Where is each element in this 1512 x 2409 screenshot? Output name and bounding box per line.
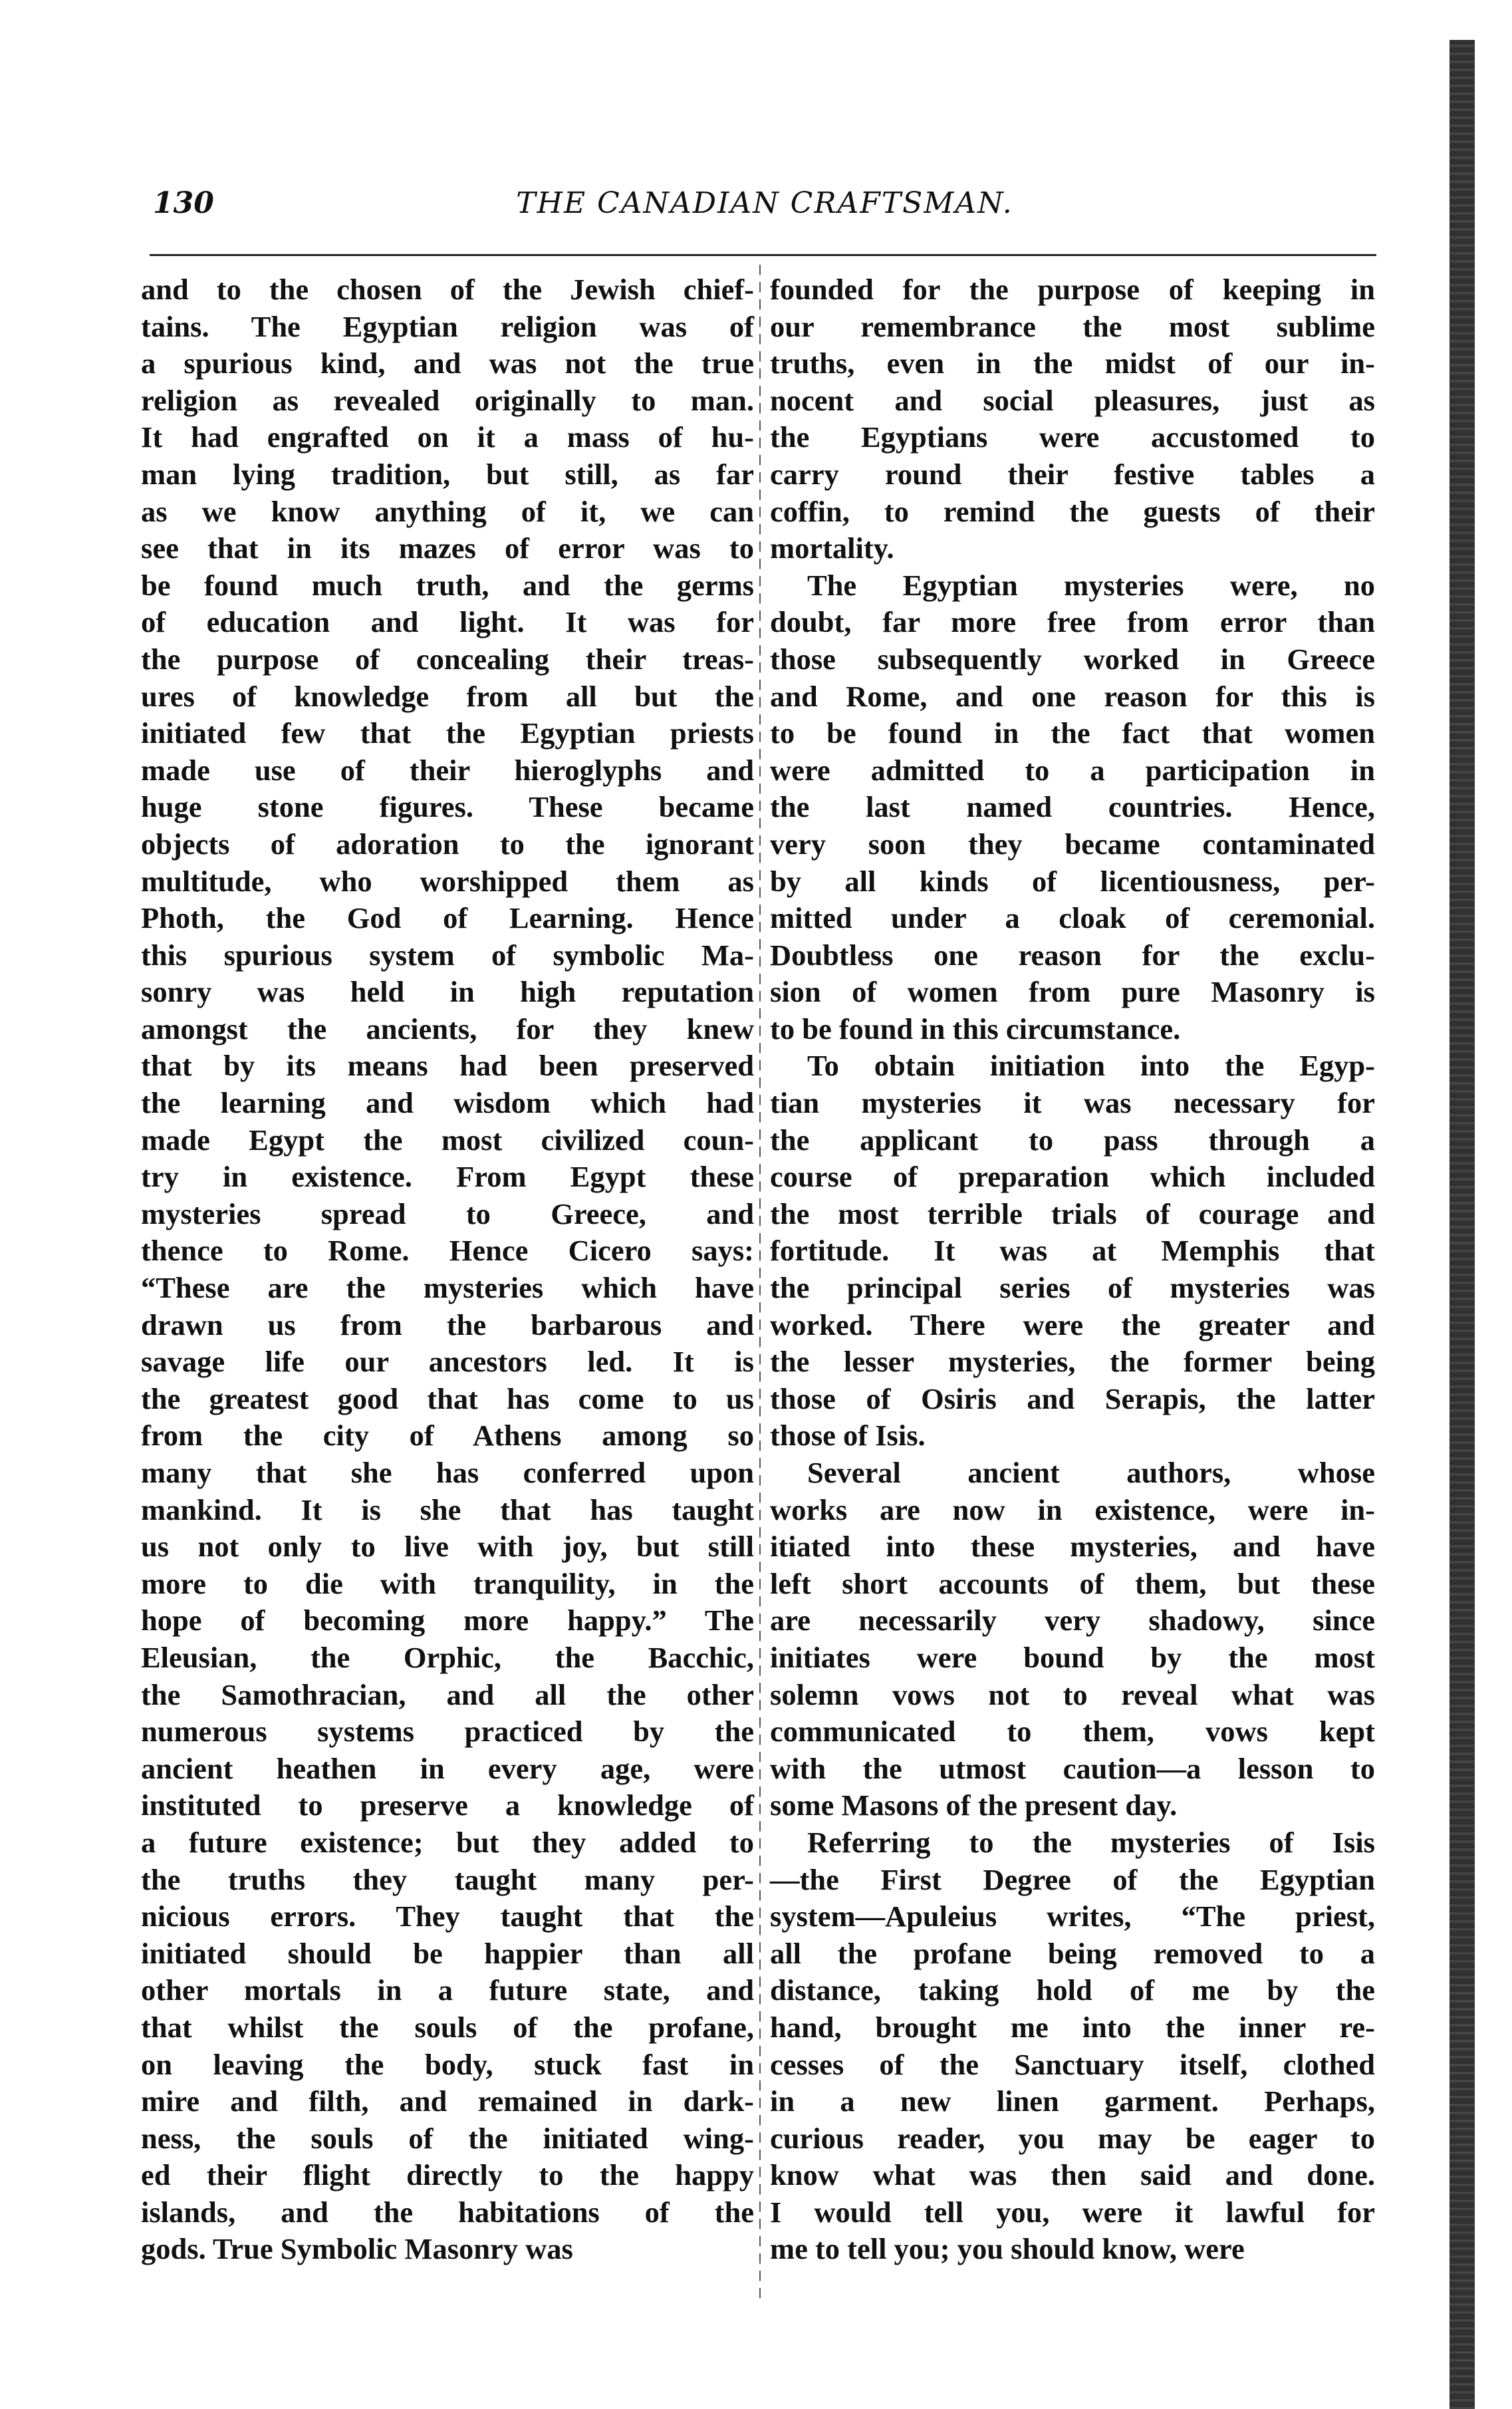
text-line: founded for the purpose of keeping in — [770, 273, 1375, 306]
text-line: curious reader, you may be eager to — [770, 2121, 1375, 2155]
text-line: communicated to them, vows kept — [770, 1715, 1375, 1749]
text-line: fortitude. It was at Memphis that — [770, 1234, 1375, 1268]
text-line: Doubtless one reason for the exclu- — [770, 938, 1375, 972]
text-line: islands, and the habitations of the — [141, 2195, 754, 2229]
text-line: initiated should be happier than all — [141, 1936, 754, 1970]
text-line: objects of adoration to the ignorant — [141, 827, 754, 861]
column-divider — [759, 265, 761, 2300]
text-line: solemn vows not to reveal what was — [770, 1677, 1375, 1711]
text-line: those subsequently worked in Greece — [770, 642, 1375, 676]
text-line: tian mysteries it was necessary for — [770, 1086, 1375, 1120]
text-line: many that she has conferred upon — [141, 1456, 754, 1489]
text-line: hope of becoming more happy.” The — [141, 1604, 754, 1637]
text-line: system—Apuleius writes, “The priest, — [770, 1900, 1375, 1933]
text-line: ancient heathen in every age, were — [141, 1751, 754, 1785]
text-line: nicious errors. They taught that the — [141, 1900, 754, 1933]
text-line: sion of women from pure Masonry is — [770, 975, 1375, 1009]
text-line: the Samothracian, and all the other — [141, 1677, 754, 1711]
running-title: THE CANADIAN CRAFTSMAN. — [516, 186, 1013, 220]
text-line: Several ancient authors, whose — [807, 1456, 1375, 1489]
text-line: other mortals in a future state, and — [141, 1973, 754, 2007]
text-line: Eleusian, the Orphic, the Bacchic, — [141, 1640, 754, 1674]
text-line: that by its means had been preserved — [141, 1049, 754, 1083]
text-line: numerous systems practiced by the — [141, 1715, 754, 1749]
text-line: ness, the souls of the initiated wing- — [141, 2121, 754, 2155]
text-line: It had engrafted on it a mass of hu- — [141, 420, 754, 454]
text-line: —the First Degree of the Egyptian — [770, 1862, 1375, 1896]
text-line: mankind. It is she that has taught — [141, 1492, 754, 1526]
text-line: on leaving the body, stuck fast in — [141, 2047, 754, 2081]
text-line: mitted under a cloak of ceremonial. — [770, 901, 1375, 935]
text-line: religion as revealed originally to man. — [141, 383, 754, 417]
text-line: the learning and wisdom which had — [141, 1086, 754, 1120]
text-line: “These are the mysteries which have — [141, 1271, 754, 1305]
text-line: left short accounts of them, but these — [770, 1566, 1375, 1600]
text-line: initiated few that the Egyptian priests — [141, 716, 754, 750]
text-line: course of preparation which included — [770, 1160, 1375, 1194]
text-line: truths, even in the midst of our in- — [770, 347, 1375, 380]
text-line: more to die with tranquility, in the — [141, 1566, 754, 1600]
text-line: as we know anything of it, we can — [141, 494, 754, 528]
right-column — [770, 271, 1375, 2268]
text-line: Referring to the mysteries of Isis — [807, 1825, 1375, 1859]
text-line: carry round their festive tables a — [770, 457, 1375, 491]
text-line: the truths they taught many per- — [141, 1862, 754, 1896]
text-line: the greatest good that has come to us — [141, 1381, 754, 1415]
text-line: me to tell you; you should know, were — [770, 2232, 1245, 2266]
text-line: those of Isis. — [770, 1419, 926, 1453]
text-line: that whilst the souls of the profane, — [141, 2010, 754, 2044]
text-line: savage life our ancestors led. It is — [141, 1345, 754, 1379]
text-line: a spurious kind, and was not the true — [141, 347, 754, 380]
text-line: initiates were bound by the most — [770, 1640, 1375, 1674]
text-line: be found much truth, and the germs — [141, 568, 754, 602]
text-line: The Egyptian mysteries were, no — [807, 568, 1375, 602]
text-line: hand, brought me into the inner re- — [770, 2010, 1375, 2044]
text-line: ed their flight directly to the happy — [141, 2158, 754, 2192]
text-line: Photh, the God of Learning. Hence — [141, 901, 754, 935]
text-line: multitude, who worshipped them as — [141, 864, 754, 898]
text-line: the principal series of mysteries was — [770, 1271, 1375, 1305]
text-line: coffin, to remind the guests of their — [770, 494, 1375, 528]
text-line: with the utmost caution—a lesson to — [770, 1751, 1375, 1785]
text-line: To obtain initiation into the Egyp- — [807, 1049, 1375, 1083]
text-line: made Egypt the most civilized coun- — [141, 1123, 754, 1157]
text-line: in a new linen garment. Perhaps, — [770, 2084, 1375, 2118]
text-line: to be found in the fact that women — [770, 716, 1375, 750]
text-line: to be found in this circumstance. — [770, 1012, 1181, 1046]
page-header — [153, 186, 1376, 239]
text-line: our remembrance the most sublime — [770, 309, 1375, 343]
text-line: us not only to live with joy, but still — [141, 1530, 754, 1564]
text-line: the purpose of concealing their treas- — [141, 642, 754, 676]
text-line: see that in its mazes of error was to — [141, 531, 754, 565]
text-line: the applicant to pass through a — [770, 1123, 1375, 1157]
text-line: of education and light. It was for — [141, 605, 754, 639]
text-line: doubt, far more free from error than — [770, 605, 1375, 639]
text-line: amongst the ancients, for they knew — [141, 1012, 754, 1046]
text-line: and Rome, and one reason for this is — [770, 679, 1375, 713]
text-line: the Egyptians were accustomed to — [770, 420, 1375, 454]
text-line: gods. True Symbolic Masonry was — [141, 2232, 573, 2266]
page-edge-strip — [1449, 40, 1475, 2409]
text-line: all the profane being removed to a — [770, 1936, 1375, 1970]
text-line: by all kinds of licentiousness, per- — [770, 864, 1375, 898]
text-line: sonry was held in high reputation — [141, 975, 754, 1009]
text-line: distance, taking hold of me by the — [770, 1973, 1375, 2007]
text-line: instituted to preserve a knowledge of — [141, 1788, 754, 1822]
text-line: drawn us from the barbarous and — [141, 1308, 754, 1342]
text-line: I would tell you, were it lawful for — [770, 2195, 1375, 2229]
text-line: tains. The Egyptian religion was of — [141, 309, 754, 343]
text-line: try in existence. From Egypt these — [141, 1160, 754, 1194]
text-line: nocent and social pleasures, just as — [770, 383, 1375, 417]
text-line: ures of knowledge from all but the — [141, 679, 754, 713]
text-line: the last named countries. Hence, — [770, 790, 1375, 824]
text-line: know what was then said and done. — [770, 2158, 1375, 2192]
page-number: 130 — [153, 186, 214, 220]
text-line: this spurious system of symbolic Ma- — [141, 938, 754, 972]
text-line: are necessarily very shadowy, since — [770, 1604, 1375, 1637]
text-line: those of Osiris and Serapis, the latter — [770, 1381, 1375, 1415]
text-line: some Masons of the present day. — [770, 1788, 1178, 1822]
text-line: a future existence; but they added to — [141, 1825, 754, 1859]
text-line: the lesser mysteries, the former being — [770, 1345, 1375, 1379]
text-line: from the city of Athens among so — [141, 1419, 754, 1453]
text-line: the most terrible trials of courage and — [770, 1197, 1375, 1230]
text-line: mysteries spread to Greece, and — [141, 1197, 754, 1230]
text-line: cesses of the Sanctuary itself, clothed — [770, 2047, 1375, 2081]
text-line: and to the chosen of the Jewish chief- — [141, 273, 754, 306]
text-line: were admitted to a participation in — [770, 753, 1375, 787]
text-line: made use of their hieroglyphs and — [141, 753, 754, 787]
left-column — [141, 271, 754, 2268]
text-line: worked. There were the greater and — [770, 1308, 1375, 1342]
header-rule — [150, 254, 1376, 256]
text-line: very soon they became contaminated — [770, 827, 1375, 861]
text-line: mortality. — [770, 531, 894, 565]
text-line: thence to Rome. Hence Cicero says: — [141, 1234, 754, 1268]
text-line: huge stone figures. These became — [141, 790, 754, 824]
text-line: mire and filth, and remained in dark- — [141, 2084, 754, 2118]
text-line: itiated into these mysteries, and have — [770, 1530, 1375, 1564]
text-line: man lying tradition, but still, as far — [141, 457, 754, 491]
text-line: works are now in existence, were in- — [770, 1492, 1375, 1526]
